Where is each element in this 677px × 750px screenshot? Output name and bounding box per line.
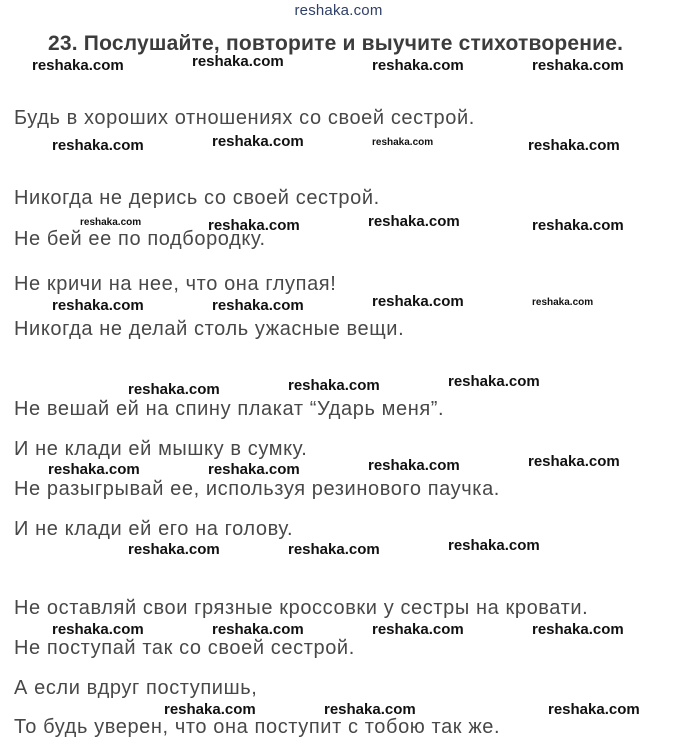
watermark: reshaka.com bbox=[368, 457, 460, 474]
watermark: reshaka.com bbox=[324, 701, 416, 718]
watermark: reshaka.com bbox=[128, 381, 220, 398]
watermark: reshaka.com bbox=[532, 217, 624, 234]
watermark: reshaka.com bbox=[52, 137, 144, 154]
watermark: reshaka.com bbox=[128, 541, 220, 558]
poem-line: Не оставляй свои грязные кроссовки у сестры на кровати. bbox=[14, 597, 589, 619]
watermark: reshaka.com bbox=[212, 621, 304, 638]
watermark: reshaka.com bbox=[288, 541, 380, 558]
watermark: reshaka.com bbox=[532, 621, 624, 638]
watermark: reshaka.com bbox=[192, 53, 284, 70]
watermark: reshaka.com bbox=[212, 133, 304, 150]
watermark: reshaka.com bbox=[448, 537, 540, 554]
watermark: reshaka.com bbox=[372, 293, 464, 310]
watermark: reshaka.com bbox=[208, 217, 300, 234]
poem-line: И не клади ей мышку в сумку. bbox=[14, 438, 308, 460]
watermark: reshaka.com bbox=[80, 217, 142, 228]
watermark: reshaka.com bbox=[368, 213, 460, 230]
task-heading bbox=[48, 32, 623, 56]
poem-line: Не кричи на нее, что она глупая! bbox=[14, 273, 337, 295]
watermark: reshaka.com bbox=[372, 621, 464, 638]
watermark: reshaka.com bbox=[288, 377, 380, 394]
poem-line: Никогда не делай столь ужасные вещи. bbox=[14, 318, 405, 340]
watermark: reshaka.com bbox=[32, 57, 124, 74]
task-number: 23. bbox=[48, 32, 78, 55]
poem-line: Не поступай так со своей сестрой. bbox=[14, 637, 355, 659]
watermark: reshaka.com bbox=[528, 137, 620, 154]
watermark: reshaka.com bbox=[372, 137, 434, 148]
watermark: reshaka.com bbox=[52, 297, 144, 314]
poem-line: И не клади ей его на голову. bbox=[14, 518, 294, 540]
watermark: reshaka.com bbox=[548, 701, 640, 718]
poem-line: То будь уверен, что она поступит с тобою так же. bbox=[14, 716, 501, 738]
poem-line: Не вешай ей на спину плакат “Ударь меня”. bbox=[14, 398, 445, 420]
task-title: Послушайте, повторите и выучите стихотворение. bbox=[83, 32, 624, 55]
poem-line: Не бей ее по подбородку. bbox=[14, 228, 266, 250]
watermark: reshaka.com bbox=[448, 373, 540, 390]
watermark: reshaka.com bbox=[48, 461, 140, 478]
watermark: reshaka.com bbox=[212, 297, 304, 314]
poem-line: Будь в хороших отношениях со своей сестрой. bbox=[14, 107, 475, 129]
site-header: reshaka.com bbox=[294, 2, 383, 19]
watermark: reshaka.com bbox=[52, 621, 144, 638]
watermark: reshaka.com bbox=[208, 461, 300, 478]
watermark: reshaka.com bbox=[164, 701, 256, 718]
watermark: reshaka.com bbox=[532, 297, 594, 308]
watermark: reshaka.com bbox=[532, 57, 624, 74]
poem-line: А если вдруг поступишь, bbox=[14, 677, 258, 699]
poem-line: Не разыгрывай ее, используя резинового паучка. bbox=[14, 478, 500, 500]
watermark: reshaka.com bbox=[372, 57, 464, 74]
poem-line: Никогда не дерись со своей сестрой. bbox=[14, 187, 380, 209]
watermark: reshaka.com bbox=[528, 453, 620, 470]
